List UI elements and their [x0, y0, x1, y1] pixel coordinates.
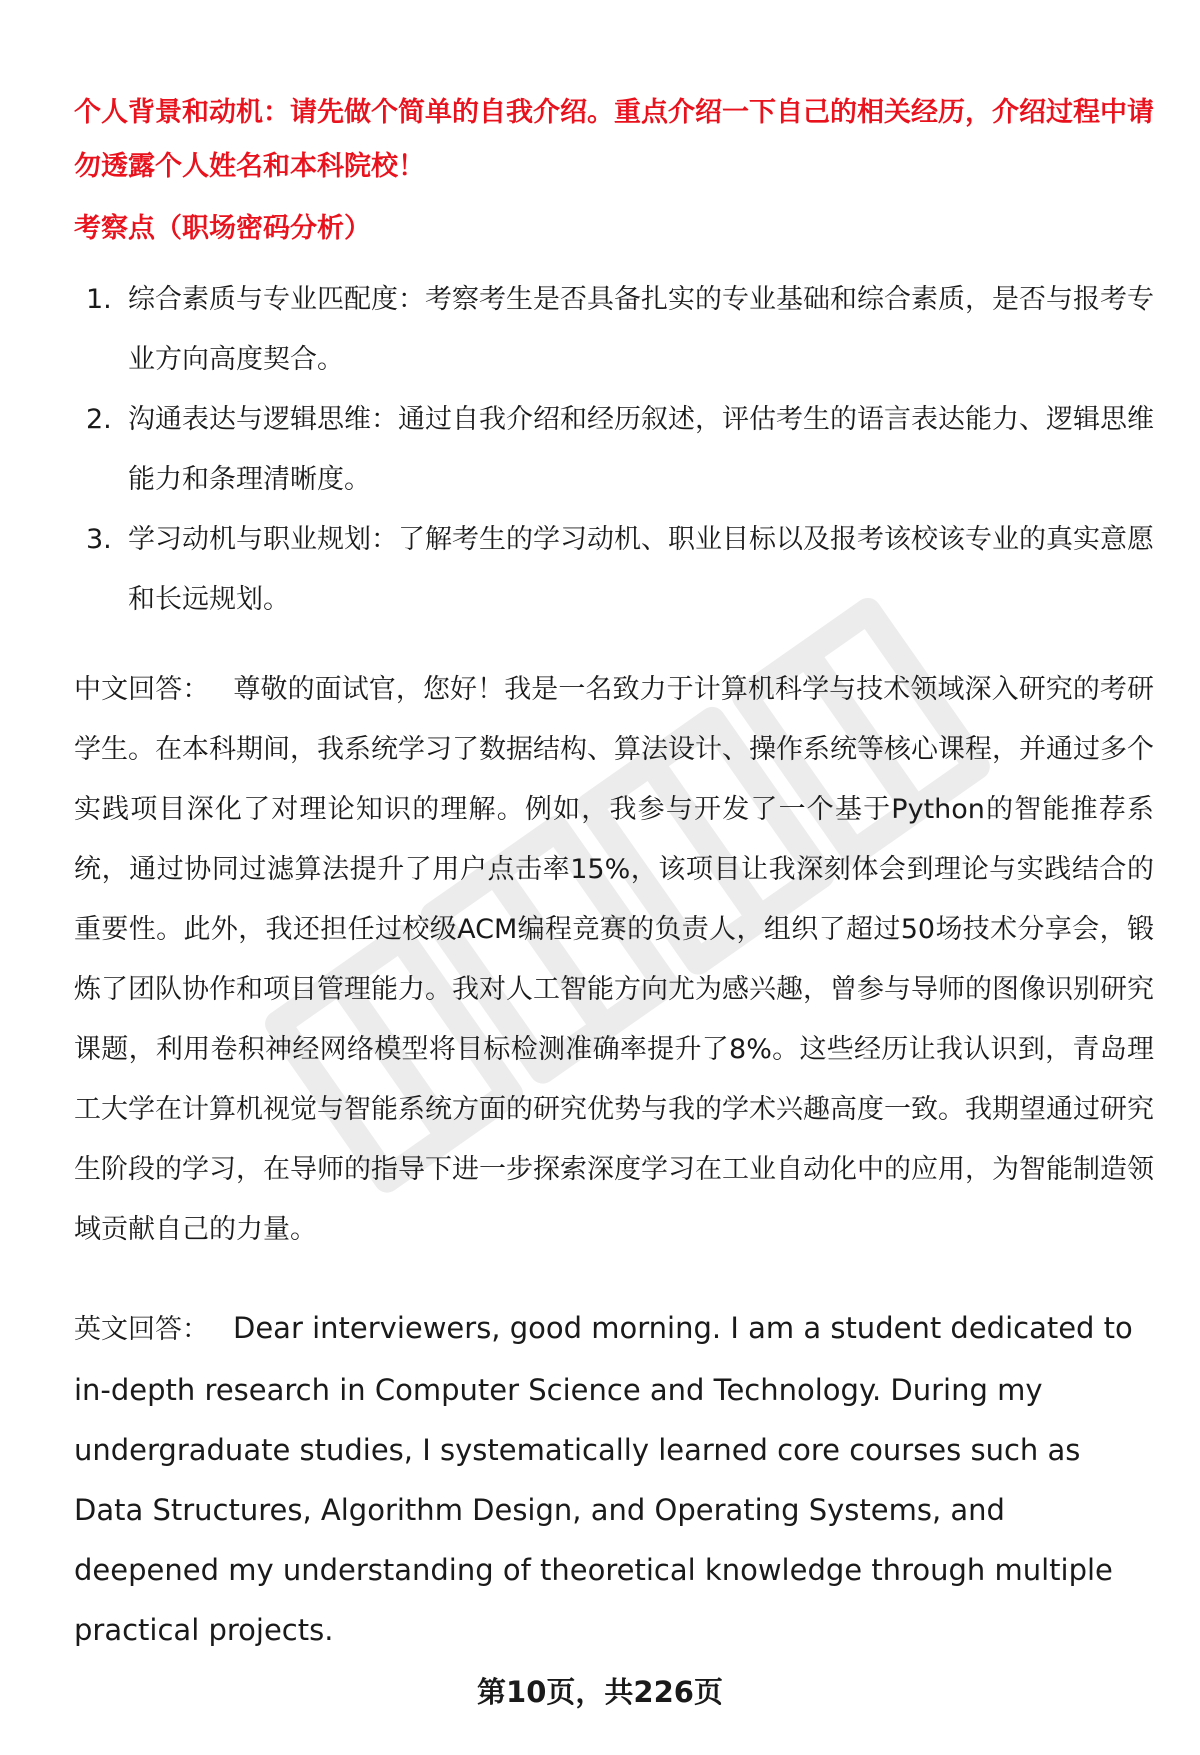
list-item — [74, 390, 1154, 510]
english-answer — [74, 1298, 1154, 1660]
list-number: 3. — [86, 524, 112, 555]
list-item — [74, 510, 1154, 630]
chinese-answer — [74, 660, 1154, 1260]
section-heading: 考察点（职场密码分析） — [74, 213, 371, 244]
english-answer-label: 英文回答： — [74, 1314, 209, 1345]
chinese-answer-label: 中文回答： — [74, 674, 210, 705]
assessment-points-list — [74, 270, 1154, 630]
list-number: 2. — [86, 404, 112, 435]
list-number: 1. — [86, 284, 112, 315]
list-item-text: 学习动机与职业规划：了解考生的学习动机、职业目标以及报考该校该专业的真实意愿和长远规划。 — [128, 524, 1154, 615]
content-area — [74, 86, 1154, 1660]
list-item — [74, 270, 1154, 390]
chinese-answer-text: 尊敬的面试官，您好！我是一名致力于计算机科学与技术领域深入研究的考研学生。在本科期间，我系统学习了数据结构、算法设计、操作系统等核心课程，并通过多个实践项目深化了对理论知识的理解。例如，我参与开发了一个基于Python的智能推荐系统，通过协同过滤算法提升了用户点击率15%，该项目让我深刻体会到理论与实践结合的重要性。此外，我还担任过校级ACM编程竞赛的负责人，组织了超过50场技术分享会，锻炼了团队协作和项目管理能力。我对人工智能方向尤为感兴趣，曾参与导师的图像识别研究课题，利用卷积神经网络模型将目标检测准确率提升了8%。这些经历让我认识到，青岛理工大学在计算机视觉与智能系统方面的研究优势与我的学术兴趣高度一致。我期望通过研究生阶段的学习，在导师的指导下进一步探索深度学习在工业自动化中的应用，为智能制造领域贡献自己的力量。 — [74, 674, 1155, 1245]
page-number-footer: 第10页，共226页 — [477, 1675, 723, 1709]
english-answer-text: Dear interviewers, good morning. I am a student dedicated to in-depth research in Computer Science and Technology. During my undergraduate studies, I systematically learned core courses such as Data Structures, Algorithm Design, and Operating Systems, and deepened my understanding of theoretical knowledge through multiple practical projects. — [74, 1311, 1133, 1647]
list-item-text: 沟通表达与逻辑思维：通过自我介绍和经历叙述，评估考生的语言表达能力、逻辑思维能力和条理清晰度。 — [128, 404, 1154, 495]
question-heading: 个人背景和动机：请先做个简单的自我介绍。重点介绍一下自己的相关经历，介绍过程中请勿透露个人姓名和本科院校！ — [74, 97, 1154, 182]
list-item-text: 综合素质与专业匹配度：考察考生是否具备扎实的专业基础和综合素质，是否与报考专业方向高度契合。 — [128, 284, 1154, 375]
